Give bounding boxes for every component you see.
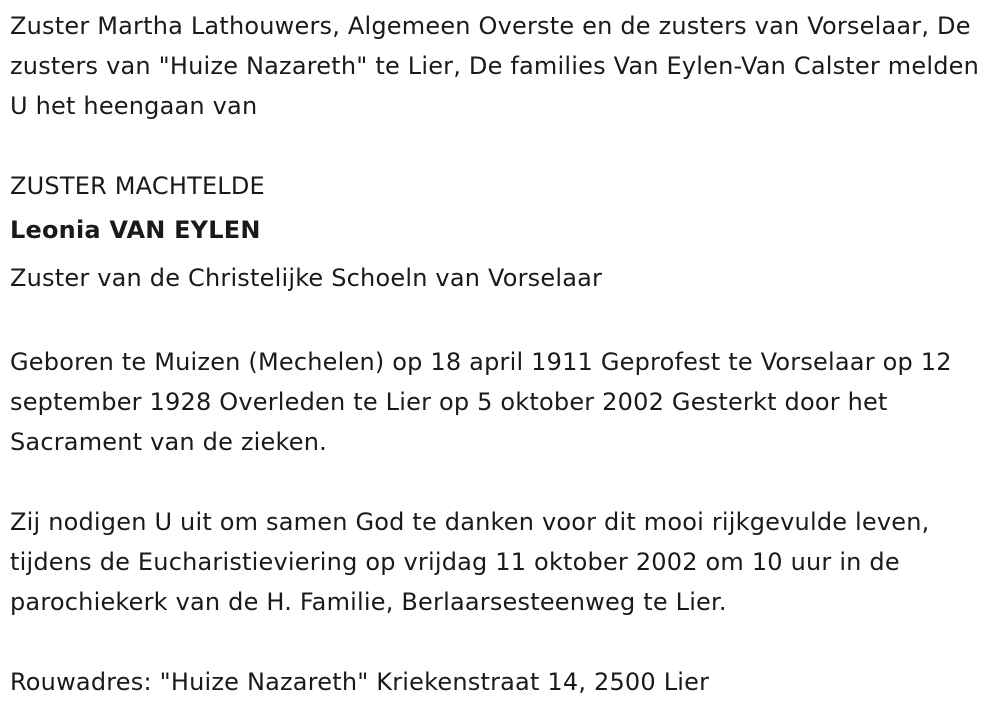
life-details-text: Geboren te Muizen (Mechelen) op 18 april 1911 Geprofest te Vorselaar op 12 september 1928 Overleden te Lier op 5 oktober 2002 Gesterkt door het Sacrament van de zieken. (10, 348, 952, 456)
religious-name: ZUSTER MACHTELDE (10, 172, 265, 200)
address-text: Rouwadres: "Huize Nazareth" Kriekenstraat 14, 2500 Lier (10, 668, 710, 696)
intro-text: Zuster Martha Lathouwers, Algemeen Overste en de zusters van Vorselaar, De zusters van "Huize Nazareth" te Lier, De families Van Eylen-Van Calster melden U het heengaan van (10, 12, 980, 120)
civil-name: Leonia VAN EYLEN (10, 216, 261, 244)
congregation-text: Zuster van de Christelijke Schoeln van Vorselaar (10, 264, 603, 292)
invitation-text: Zij nodigen U uit om samen God te danken voor dit mooi rijkgevulde leven, tijdens de Eucharistieviering op vrijdag 11 oktober 2002 om 10 uur in de parochiekerk van de H. Familie, Berlaarsesteenweg te Lier. (10, 508, 930, 616)
death-notice (10, 6, 995, 702)
